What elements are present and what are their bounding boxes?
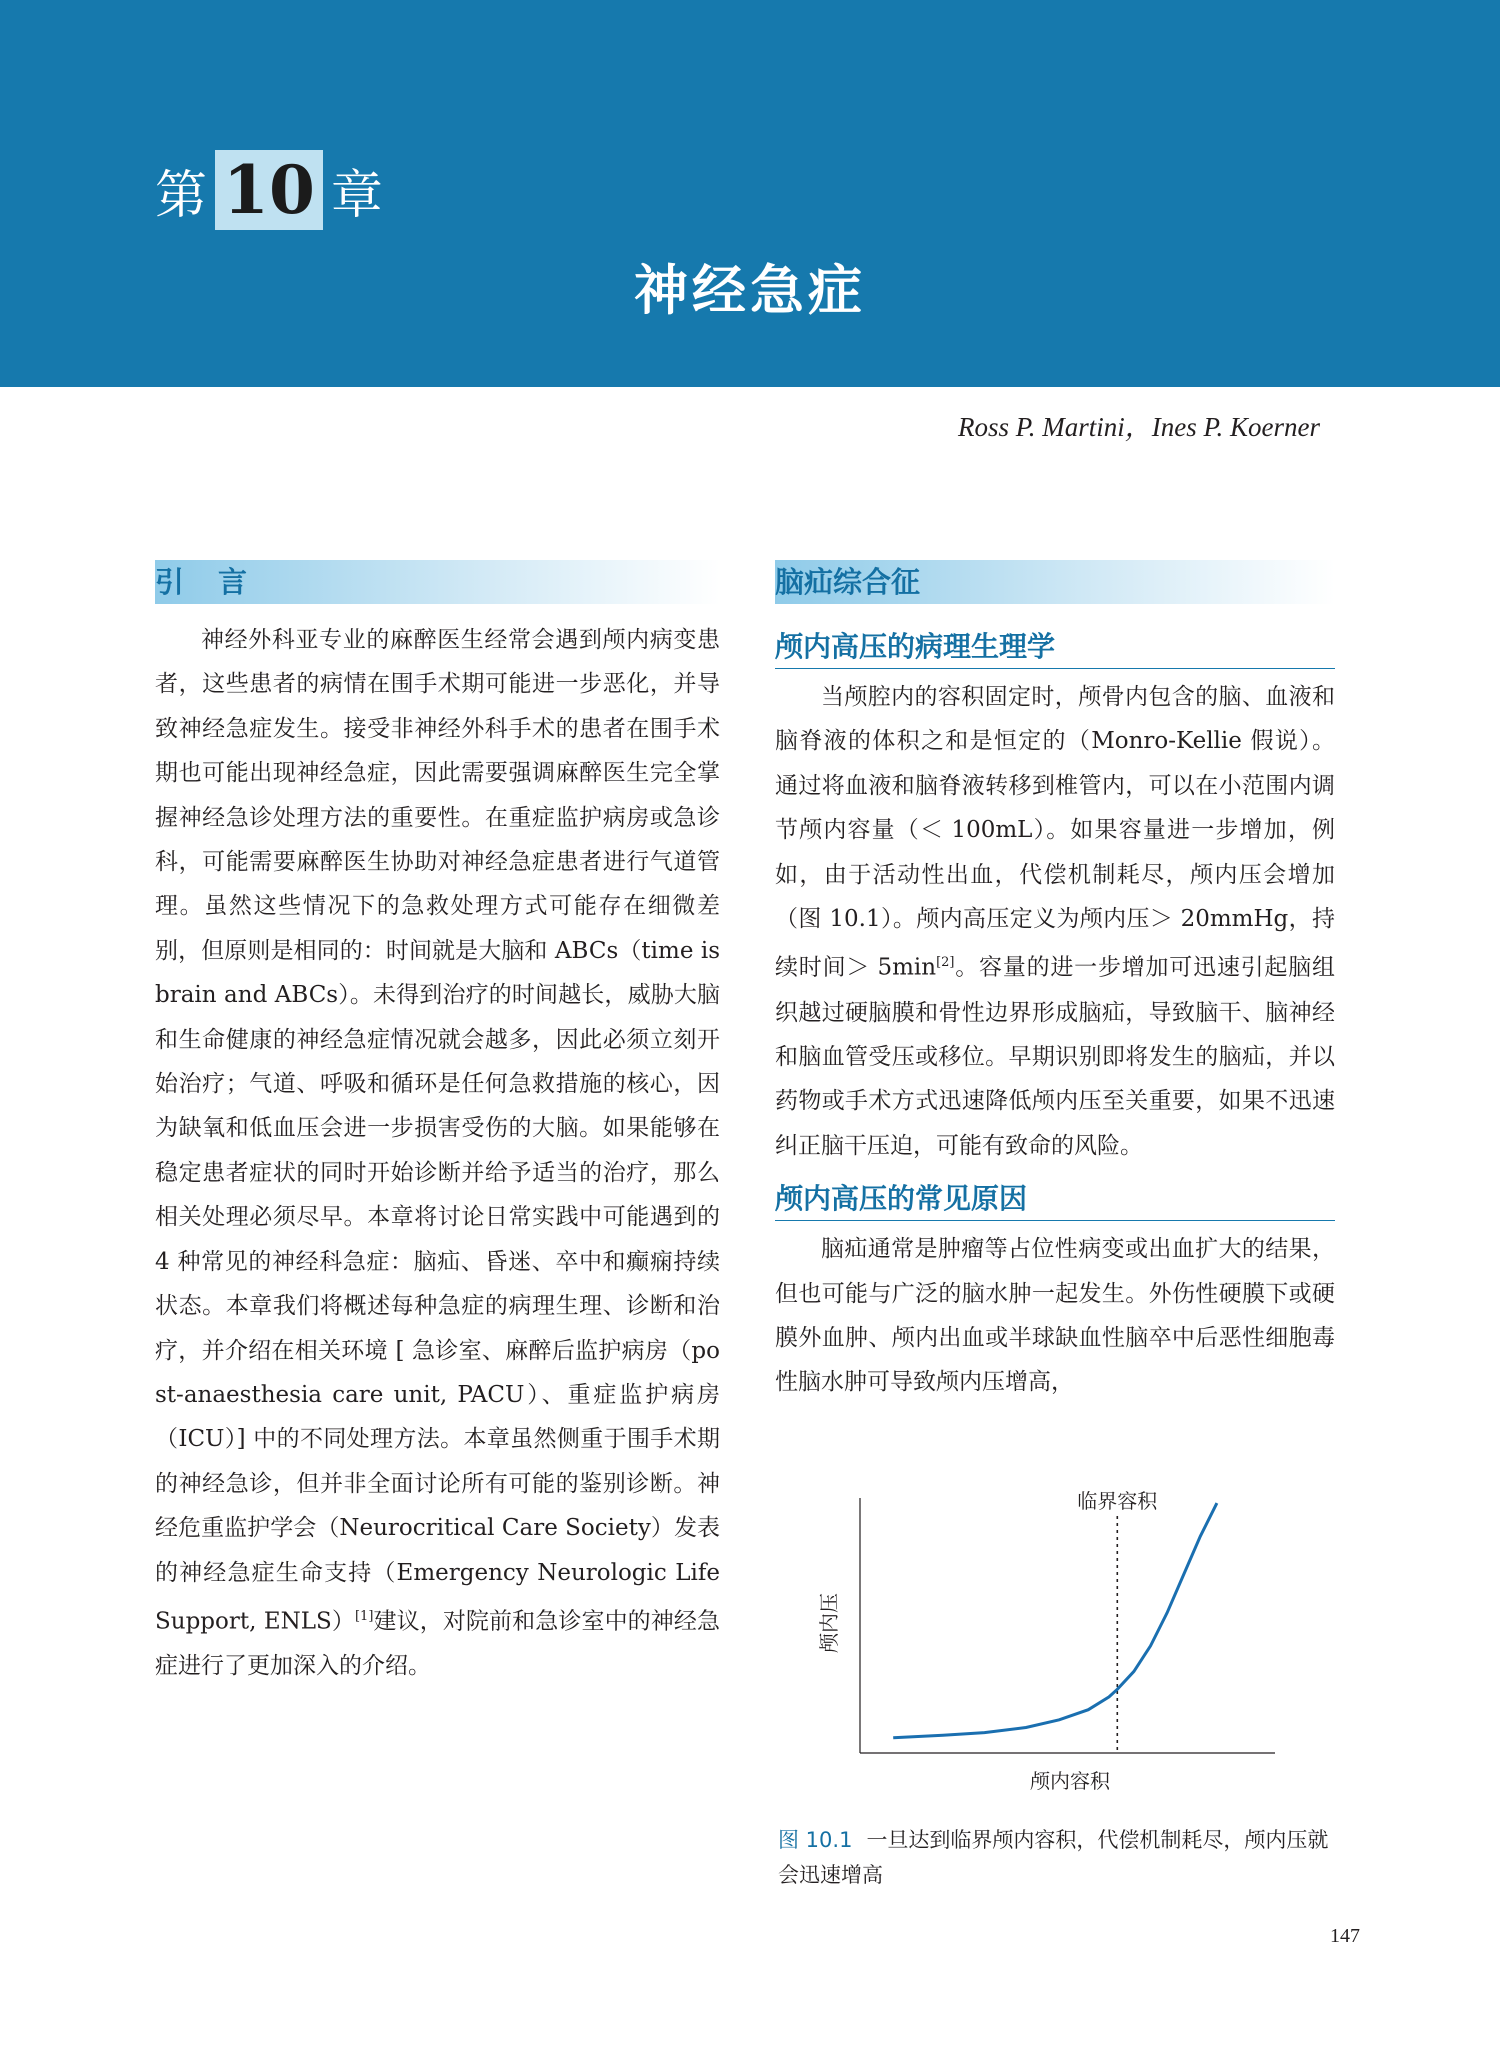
- intro-text: 神经外科亚专业的麻醉医生经常会遇到颅内病变患者，这些患者的病情在围手术期可能进一步恶化，并导致神经急症发生。接受非神经外科手术的患者在围手术期也可能出现神经急症，因此需要强调麻醉医生完全掌握神经急诊处理方法的重要性。在重症监护病房或急诊科，可能需要麻醉医生协助对神经急症患者进行气道管理。虽然这些情况下的急救处理方式可能存在细微差别，但原则是相同的：时间就是大脑和 ABCs（time is brain and ABCs）。未得到治疗的时间越长，威胁大脑和生命健康的神经急症情况就会越多，因此必须立刻开始治疗；气道、呼吸和循环是任何急救措施的核心，因为缺氧和低血压会进一步损害受伤的大脑。如果能够在稳定患者症状的同时开始诊断并给予适当的治疗，那么相关处理必须尽早。本章将讨论日常实践中可能遇到的 4 种常见的神经科急症：脑疝、昏迷、卒中和癫痫持续状态。本章我们将概述每种急症的病理生理、诊断和治疗，并介绍在相关环境 [ 急诊室、麻醉后监护病房（post-anaesthesia care unit, PACU）、重症监护病房（ICU）] 中的不同处理方法。本章虽然侧重于围手术期的神经急诊，但并非全面讨论所有可能的鉴别诊断。神经危重监护学会（Neurocritical Care Society）发表的神经急症生命支持（Emergency Neurologic Life Support, ENLS）: [155, 627, 720, 1635]
- right-column: [775, 560, 1335, 1415]
- left-column: [155, 560, 720, 1688]
- herniation-heading: 脑疝综合征: [775, 560, 1335, 604]
- icp-pathophysiology-heading: 颅内高压的病理生理学: [775, 626, 1335, 669]
- chapter-suffix: 章: [330, 165, 383, 226]
- icp-causes-paragraph: 脑疝通常是肿瘤等占位性病变或出血扩大的结果，但也可能与广泛的脑水肿一起发生。外伤性硬膜下或硬膜外血肿、颅内出血或半球缺血性脑卒中后恶性细胞毒性脑水肿可导致颅内压增高，: [775, 1236, 1335, 1396]
- authors: Ross P. Martini，Ines P. Koerner: [957, 412, 1320, 442]
- figure-label: 图 10.1: [778, 1828, 853, 1852]
- x-axis-label: 颅内容积: [1030, 1769, 1110, 1793]
- intro-ref: [1]: [354, 1608, 374, 1624]
- icp-curve: [893, 1503, 1217, 1738]
- chapter-prefix: 第: [155, 165, 208, 226]
- icp-ref: [2]: [936, 955, 955, 971]
- critical-volume-label: 临界容积: [1077, 1489, 1158, 1513]
- icp-causes-heading: 颅内高压的常见原因: [775, 1178, 1335, 1221]
- chapter-number: 10: [215, 150, 323, 230]
- page-number: 147: [1330, 1925, 1360, 1947]
- chart-svg: [780, 1488, 1335, 1808]
- y-axis-label: 颅内压: [817, 1593, 841, 1653]
- icp-pathophysiology-paragraph: [775, 675, 1335, 1168]
- figure-caption: [778, 1823, 1338, 1893]
- icp-text-b: 。容量的进一步增加可迅速引起脑组织越过硬脑膜和骨性边界形成脑疝，导致脑干、脑神经和脑血管受压或移位。早期识别即将发生的脑疝，并以药物或手术方式迅速降低颅内压至关重要，如果不迅速纠正脑干压迫，可能有致命的风险。: [775, 955, 1335, 1159]
- icp-text-a: 当颅腔内的容积固定时，颅骨内包含的脑、血液和脑脊液的体积之和是恒定的（Monro-Kellie 假说）。通过将血液和脑脊液转移到椎管内，可以在小范围内调节颅内容量（＜ 100mL）。如果容量进一步增加，例如，由于活动性出血，代偿机制耗尽，颅内压会增加（图 10.1）。颅内高压定义为颅内压＞ 20mmHg，持续时间＞ 5min: [775, 684, 1335, 982]
- intro-paragraph: [155, 618, 720, 1688]
- icp-volume-chart: [780, 1488, 1335, 1808]
- chapter-title: 神经急症: [634, 259, 866, 322]
- intro-text-end: 建议，对院前和急诊室中的神经急症进行了更加深入的介绍。: [155, 1608, 720, 1679]
- intro-heading: 引言: [155, 560, 720, 604]
- figure-caption-text: 一旦达到临界颅内容积，代偿机制耗尽，颅内压就会迅速增高: [778, 1828, 1329, 1887]
- chapter-label: [155, 150, 383, 230]
